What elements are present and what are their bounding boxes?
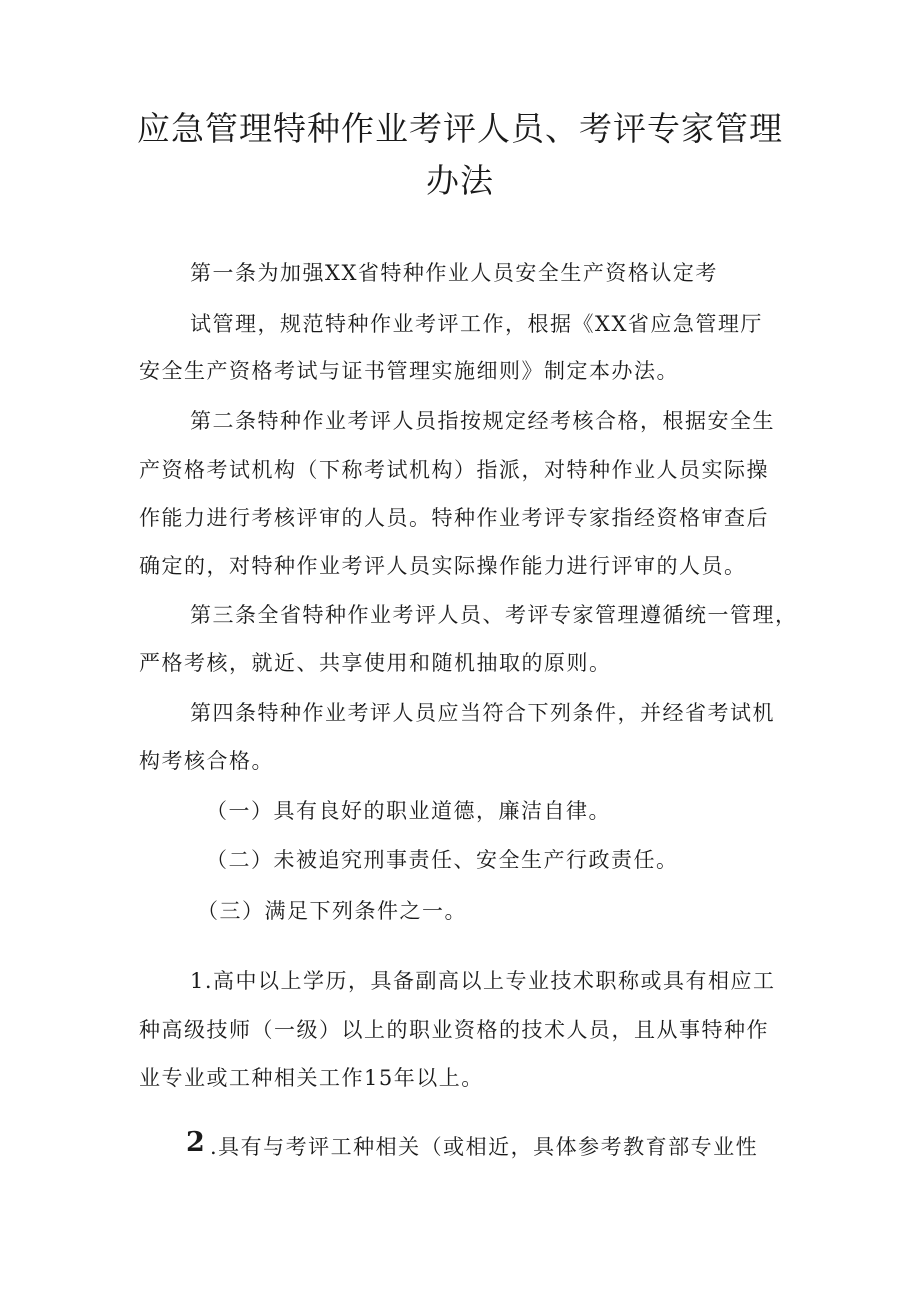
list-item: （一）具有良好的职业道德，廉洁自律。 [206,799,611,823]
list-item: （二）未被追究刑事责任、安全生产行政责任。 [206,848,679,872]
paragraph-line: 第一条为加强XX省特种作业人员安全生产资格认定考 [190,261,718,285]
paragraph-line: 种高级技师（一级）以上的职业资格的技术人员，且从事特种作 [139,1018,769,1042]
paragraph-line: 业专业或工种相关工作15年以上。 [139,1066,484,1090]
paragraph-line: 确定的，对特种作业考评人员实际操作能力进行评审的人员。 [139,554,747,578]
document-title-line-2: 办法 [426,161,494,200]
document-title-line-1: 应急管理特种作业考评人员、考评专家管理 [137,109,783,148]
numbered-item-line: .具有与考评工种相关（或相近，具体参考教育部专业性 [210,1135,759,1159]
paragraph-line: 安全生产资格考试与证书管理实施细则》制定本办法。 [139,359,679,383]
paragraph-line: 构考核合格。 [139,749,274,773]
paragraph-line: 严格考核，就近、共享使用和随机抽取的原则。 [139,651,612,675]
numbered-item-line: 1.高中以上学历，具备副高以上专业技术职称或具有相应工 [190,969,776,993]
list-item: （三）满足下列条件之一。 [197,899,467,923]
paragraph-line: 试管理，规范特种作业考评工作，根据《XX省应急管理厅 [190,312,763,336]
paragraph-line: 产资格考试机构（下称考试机构）指派，对特种作业人员实际操 [139,458,769,482]
numbered-item-number: 2 [186,1127,207,1158]
paragraph-line: 作能力进行考核评审的人员。特种作业考评专家指经资格审查后 [139,506,769,530]
paragraph-line: 第二条特种作业考评人员指按规定经考核合格，根据安全生 [190,409,775,433]
paragraph-line: 第三条全省特种作业考评人员、考评专家管理遵循统一管理， [190,603,798,627]
paragraph-line: 第四条特种作业考评人员应当符合下列条件，并经省考试机 [190,701,775,725]
